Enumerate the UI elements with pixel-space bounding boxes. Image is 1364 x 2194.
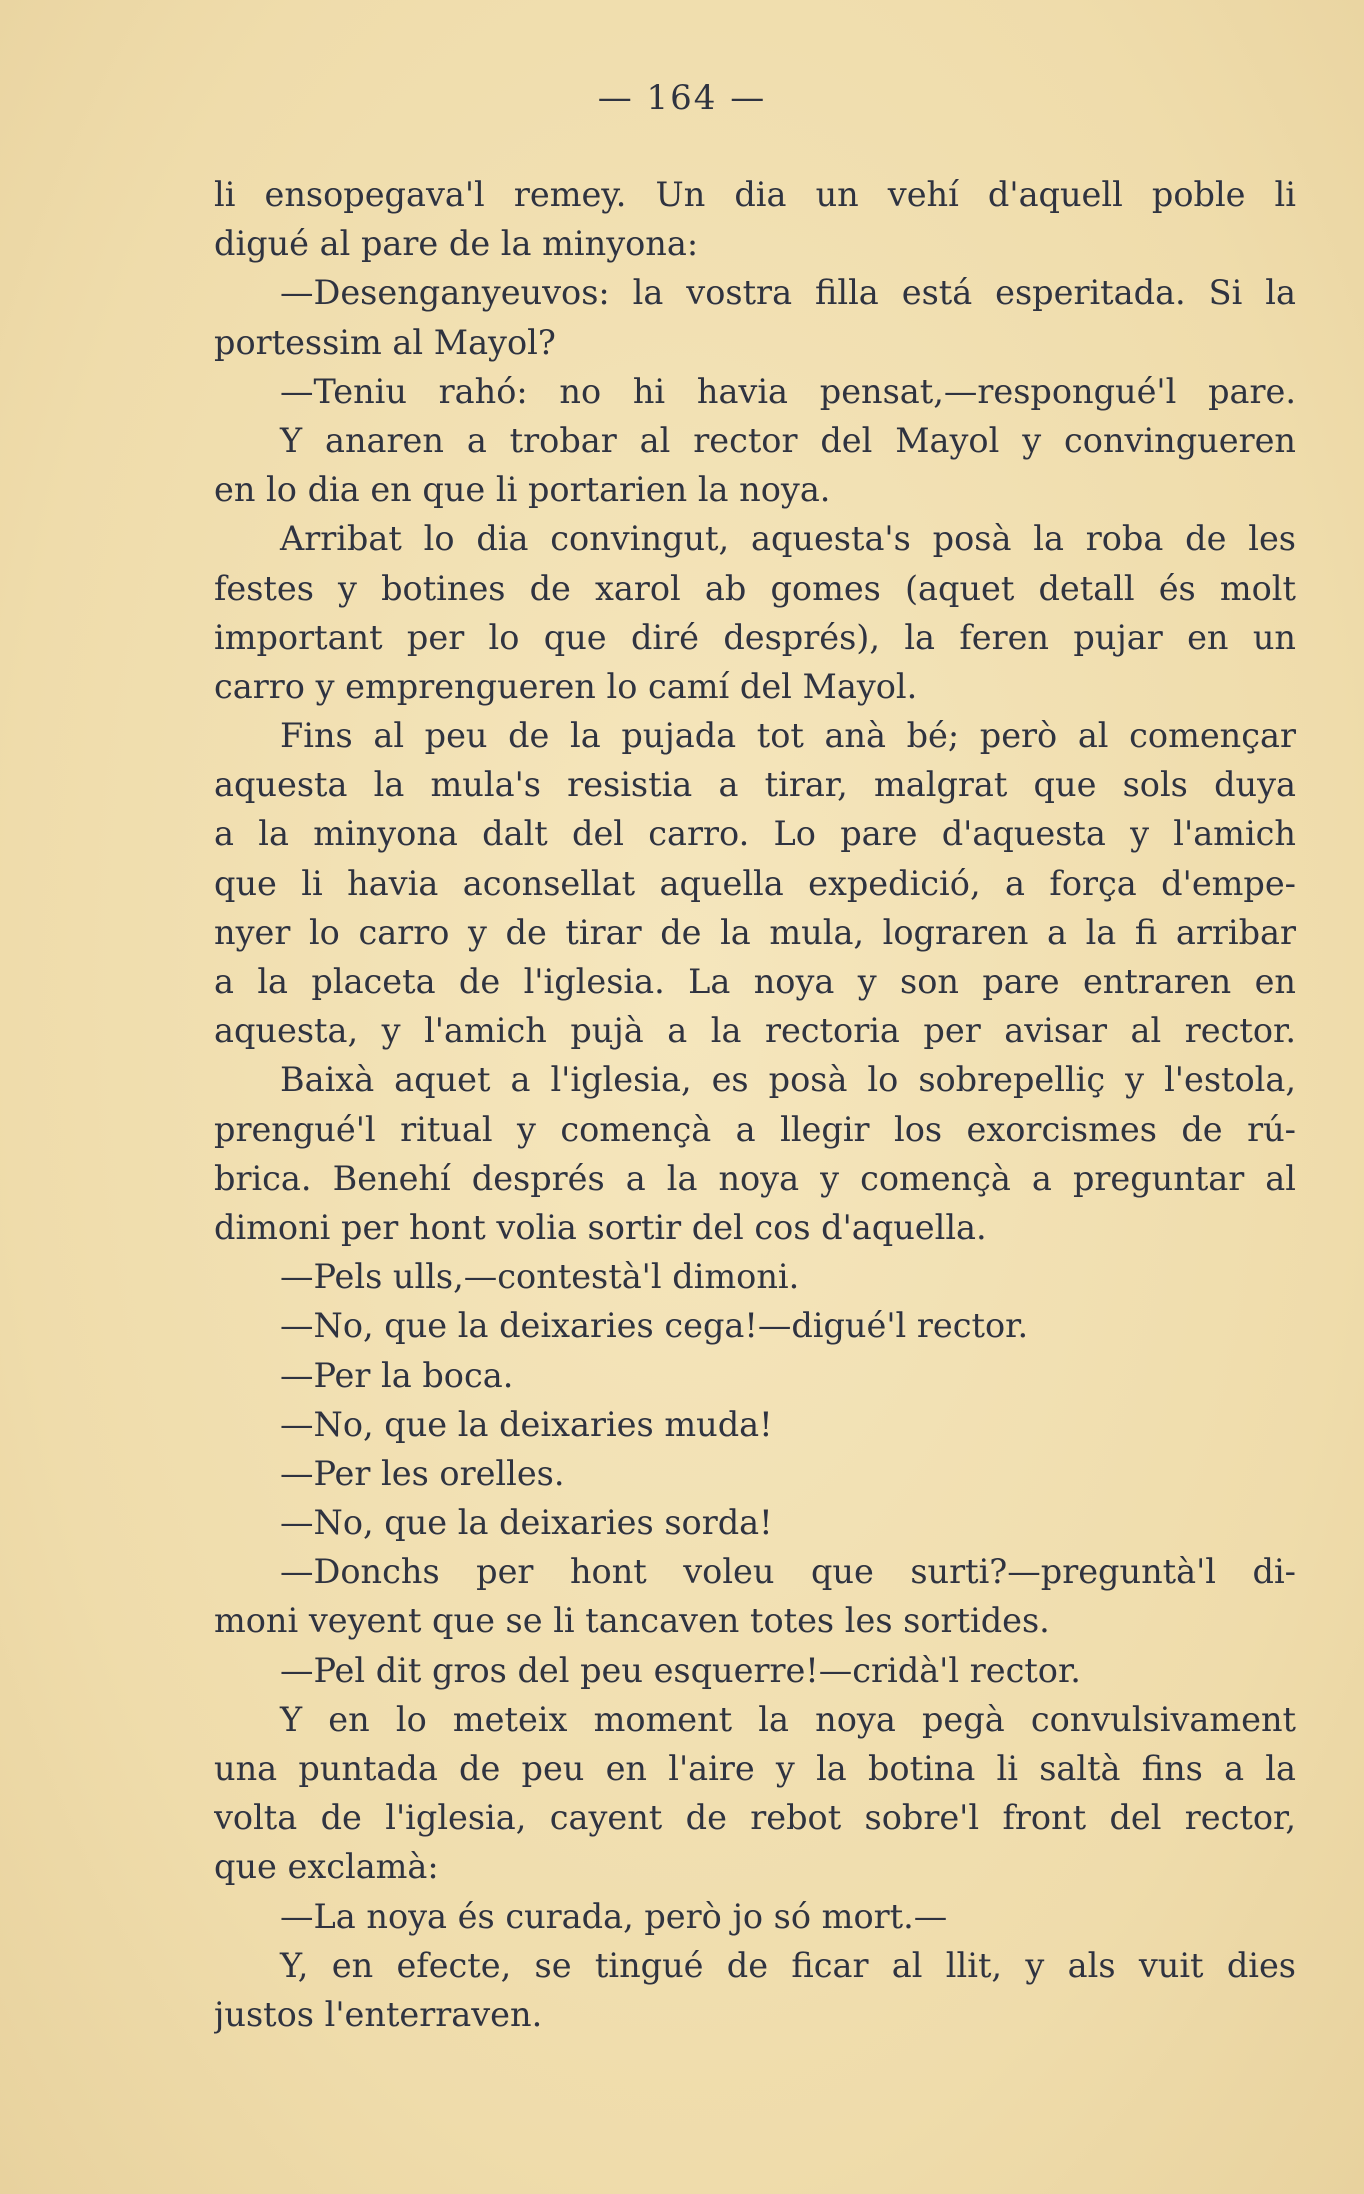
page-number: — 164 — (597, 78, 767, 118)
text-line: Fins al peu de la pujada tot anà bé; però al començar (280, 716, 1296, 756)
text-line: —La noya és curada, però jo só mort.— (280, 1896, 948, 1936)
text-line: li ensopegava'l remey. Un dia un vehí d'aquell poble li (214, 175, 1296, 214)
text-line: aquesta, y l'amich pujà a la rectoria per avisar al rector. (214, 1011, 1296, 1051)
text-line: —Pels ulls,—contestà'l dimoni. (280, 1257, 800, 1297)
text-line: volta de l'iglesia, cayent de rebot sobre'l front del rector, (214, 1798, 1296, 1838)
text-line: —Per la boca. (280, 1355, 514, 1395)
text-line: Y en lo meteix moment la noya pegà convulsivament (280, 1699, 1296, 1739)
text-line: que li havia aconsellat aquella expedició, a força d'empe- (214, 863, 1296, 903)
text-line: Y anaren a trobar al rector del Mayol y convingueren (280, 420, 1296, 460)
text-line: —No, que la deixaries sorda! (280, 1503, 773, 1543)
text-line: —Pel dit gros del peu esquerre!—cridà'l rector. (280, 1650, 1081, 1690)
text-line: brica. Benehí després a la noya y començà a preguntar al (214, 1158, 1296, 1198)
text-line: carro y emprengueren lo camí del Mayol. (214, 666, 918, 706)
text-line: —Donchs per hont voleu que surti?—preguntà'l di- (280, 1552, 1296, 1592)
body-text (214, 170, 1296, 2039)
text-line: en lo dia en que li portarien la noya. (214, 470, 831, 510)
text-line: justos l'enterraven. (214, 1994, 543, 2034)
text-line: que exclamà: (214, 1847, 439, 1887)
text-line: a la minyona dalt del carro. Lo pare d'aquesta y l'amich (214, 814, 1296, 854)
text-line: festes y botines de xarol ab gomes (aquet detall és molt (214, 568, 1296, 608)
text-line: Y, en efecte, se tingué de ficar al llit, y als vuit dies (280, 1945, 1296, 1985)
text-line: moni veyent que se li tancaven totes les sortides. (214, 1601, 1050, 1641)
text-line: prengué'l ritual y començà a llegir los exorcismes de rú- (214, 1109, 1296, 1149)
text-line: —No, que la deixaries muda! (280, 1404, 773, 1444)
text-line: important per lo que diré després), la feren pujar en un (214, 617, 1296, 657)
text-line: nyer lo carro y de tirar de la mula, lograren a la fi arribar (214, 912, 1296, 952)
text-line: —Per les orelles. (280, 1453, 565, 1493)
text-line: —Teniu rahó: no hi havia pensat,—respongué'l pare. (280, 371, 1296, 411)
text-line: Baixà aquet a l'iglesia, es posà lo sobrepelliç y l'estola, (280, 1060, 1296, 1100)
text-line: digué al pare de la minyona: (214, 224, 699, 264)
text-line: dimoni per hont volia sortir del cos d'aquella. (214, 1207, 987, 1247)
text-line: a la placeta de l'iglesia. La noya y son pare entraren en (214, 962, 1296, 1001)
text-line: portessim al Mayol? (214, 322, 556, 362)
text-line: aquesta la mula's resistia a tirar, malgrat que sols duya (214, 765, 1296, 805)
text-line: —No, que la deixaries cega!—digué'l rector. (280, 1306, 1029, 1346)
text-line: —Desenganyeuvos: la vostra filla está esperitada. Si la (280, 273, 1296, 313)
text-line: Arribat lo dia convingut, aquesta's posà la roba de les (280, 519, 1296, 559)
text-line: una puntada de peu en l'aire y la botina li saltà fins a la (214, 1749, 1296, 1788)
